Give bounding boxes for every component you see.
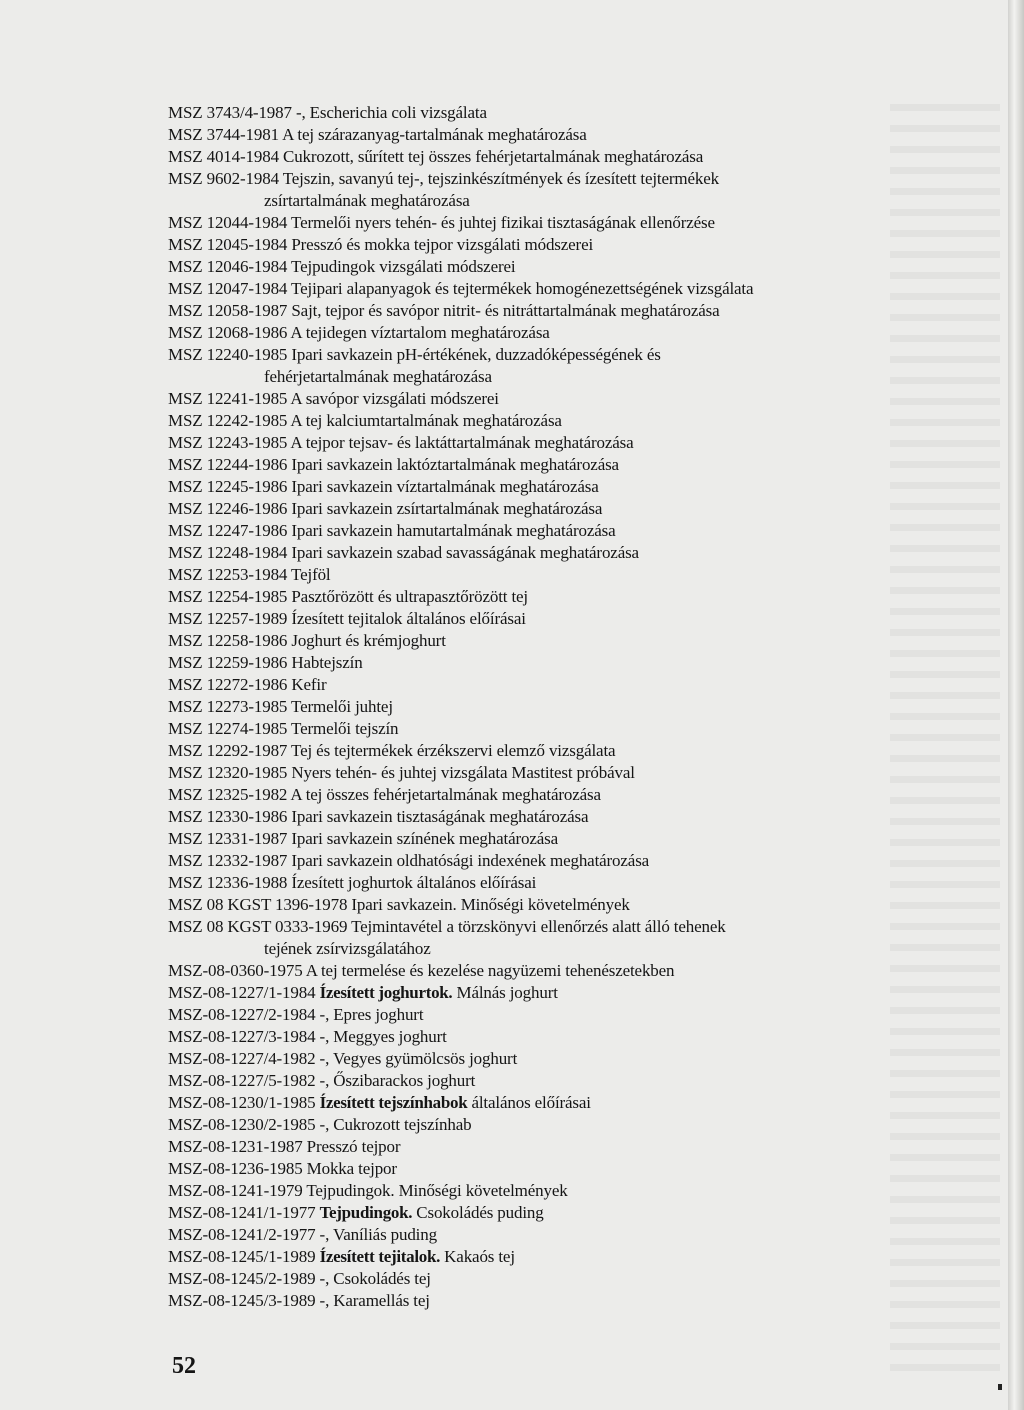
entry-text: MSZ 12247-1986 Ipari savkazein hamutartalmának meghatározása <box>168 521 616 540</box>
entry-text: Csokoládés puding <box>412 1203 544 1222</box>
scan-mark <box>998 1384 1002 1390</box>
standard-entry <box>168 322 928 344</box>
standard-entry <box>168 1114 928 1136</box>
entry-text: MSZ 12331-1987 Ipari savkazein színének meghatározása <box>168 829 558 848</box>
standard-entry <box>168 1246 928 1268</box>
entry-text: MSZ-08-1227/3-1984 -, Meggyes joghurt <box>168 1027 447 1046</box>
entry-group-title: Tejpudingok. <box>319 1203 413 1222</box>
entry-text: MSZ 12272-1986 Kefir <box>168 675 327 694</box>
entry-code: MSZ-08-1230/1-1985 <box>168 1093 320 1112</box>
entry-text: MSZ 12240-1985 Ipari savkazein pH-értékének, duzzadóképességének és <box>168 345 661 364</box>
entry-text: MSZ 12253-1984 Tejföl <box>168 565 331 584</box>
entry-text: MSZ 12245-1986 Ipari savkazein víztartalmának meghatározása <box>168 477 599 496</box>
entry-text: MSZ-08-1231-1987 Presszó tejpor <box>168 1137 401 1156</box>
entry-text: MSZ 12320-1985 Nyers tehén- és juhtej vizsgálata Mastitest próbával <box>168 763 635 782</box>
standard-entry <box>168 1224 928 1246</box>
entry-text: általános előírásai <box>467 1093 591 1112</box>
standard-entry <box>168 1048 928 1070</box>
entry-text: Kakaós tej <box>440 1247 515 1266</box>
entry-text: MSZ-08-1245/2-1989 -, Csokoládés tej <box>168 1269 431 1288</box>
entry-text: MSZ 08 KGST 0333-1969 Tejmintavétel a törzskönyvi ellenőrzés alatt álló tehenek <box>168 917 726 936</box>
standard-entry <box>168 828 928 850</box>
page-number: 52 <box>172 1353 196 1379</box>
standard-entry <box>168 608 928 630</box>
entry-text: MSZ 12044-1984 Termelői nyers tehén- és juhtej fizikai tisztaságának ellenőrzése <box>168 213 715 232</box>
entry-text: MSZ 12248-1984 Ipari savkazein szabad savasságának meghatározása <box>168 543 639 562</box>
standard-entry <box>168 1004 928 1026</box>
standard-entry <box>168 916 928 938</box>
entry-text: MSZ 3744-1981 A tej szárazanyag-tartalmának meghatározása <box>168 125 587 144</box>
entry-text: MSZ 08 KGST 1396-1978 Ipari savkazein. Minőségi követelmények <box>168 895 630 914</box>
entry-text: MSZ 12242-1985 A tej kalciumtartalmának meghatározása <box>168 411 562 430</box>
entry-text: MSZ 12254-1985 Pasztőrözött és ultrapasztőrözött tej <box>168 587 528 606</box>
entry-text: MSZ 12258-1986 Joghurt és krémjoghurt <box>168 631 446 650</box>
entry-text: MSZ 12330-1986 Ipari savkazein tisztaságának meghatározása <box>168 807 589 826</box>
standard-entry <box>168 388 928 410</box>
standard-entry <box>168 432 928 454</box>
standard-entry <box>168 234 928 256</box>
entry-group-title: Ízesített joghurtok. <box>319 983 453 1002</box>
standard-entry <box>168 1268 928 1290</box>
standard-entry <box>168 256 928 278</box>
standard-entry <box>168 1092 928 1114</box>
entry-text: MSZ 12046-1984 Tejpudingok vizsgálati módszerei <box>168 257 516 276</box>
standards-list <box>168 102 928 1312</box>
standard-entry <box>168 520 928 542</box>
entry-text: MSZ 12259-1986 Habtejszín <box>168 653 363 672</box>
standard-entry <box>168 1136 928 1158</box>
entry-text: MSZ 12336-1988 Ízesített joghurtok általános előírásai <box>168 873 537 892</box>
entry-continuation: fehérjetartalmának meghatározása <box>264 367 492 386</box>
standard-entry <box>168 960 928 982</box>
standard-entry <box>168 718 928 740</box>
entry-text: MSZ 12274-1985 Termelői tejszín <box>168 719 399 738</box>
standard-entry <box>168 212 928 234</box>
entry-text: MSZ 12241-1985 A savópor vizsgálati módszerei <box>168 389 499 408</box>
standard-entry <box>168 278 928 300</box>
page-edge <box>1008 0 1024 1410</box>
entry-code: MSZ-08-1227/1-1984 <box>168 983 320 1002</box>
entry-code: MSZ-08-1241/1-1977 <box>168 1203 320 1222</box>
standard-entry <box>168 168 928 190</box>
entry-text: MSZ-08-1227/5-1982 -, Őszibarackos joghurt <box>168 1071 476 1090</box>
entry-text: MSZ 4014-1984 Cukrozott, sűrített tej összes fehérjetartalmának meghatározása <box>168 147 704 166</box>
entry-text: MSZ 12244-1986 Ipari savkazein laktóztartalmának meghatározása <box>168 455 619 474</box>
standard-entry <box>168 1070 928 1092</box>
standard-entry <box>168 806 928 828</box>
standard-entry <box>168 982 928 1004</box>
entry-text: MSZ-08-1227/4-1982 -, Vegyes gyümölcsös joghurt <box>168 1049 518 1068</box>
entry-text: MSZ 12058-1987 Sajt, tejpor és savópor nitrit- és nitráttartalmának meghatározása <box>168 301 720 320</box>
standard-entry <box>168 498 928 520</box>
entry-group-title: Ízesített tejitalok. <box>319 1247 441 1266</box>
entry-text: MSZ 12047-1984 Tejipari alapanyagok és tejtermékek homogénezettségének vizsgálata <box>168 279 754 298</box>
standard-entry <box>168 344 928 366</box>
entry-continuation: zsírtartalmának meghatározása <box>264 191 470 210</box>
entry-text: MSZ 12273-1985 Termelői juhtej <box>168 697 393 716</box>
entry-text: MSZ 3743/4-1987 -, Escherichia coli vizsgálata <box>168 103 487 122</box>
standard-entry <box>168 1202 928 1224</box>
entry-text: MSZ 9602-1984 Tejszin, savanyú tej-, tejszinkészítmények és ízesített tejtermékek <box>168 169 719 188</box>
entry-text: MSZ 12246-1986 Ipari savkazein zsírtartalmának meghatározása <box>168 499 603 518</box>
entry-text: MSZ 12257-1989 Ízesített tejitalok általános előírásai <box>168 609 526 628</box>
standard-entry <box>168 300 928 322</box>
standard-entry <box>168 1158 928 1180</box>
entry-code: MSZ-08-1245/1-1989 <box>168 1247 320 1266</box>
standard-entry <box>168 652 928 674</box>
standard-entry <box>168 784 928 806</box>
standard-entry <box>168 740 928 762</box>
entry-text: MSZ-08-1241-1979 Tejpudingok. Minőségi követelmények <box>168 1181 568 1200</box>
standard-entry <box>168 696 928 718</box>
standard-entry <box>168 1026 928 1048</box>
standard-entry <box>168 476 928 498</box>
entry-text: MSZ-08-1230/2-1985 -, Cukrozott tejszínhab <box>168 1115 472 1134</box>
entry-text: MSZ 12332-1987 Ipari savkazein oldhatósági indexének meghatározása <box>168 851 650 870</box>
entry-text: MSZ 12243-1985 A tejpor tejsav- és laktáttartalmának meghatározása <box>168 433 634 452</box>
entry-text: MSZ 12045-1984 Presszó és mokka tejpor vizsgálati módszerei <box>168 235 594 254</box>
standard-entry <box>168 1180 928 1202</box>
standard-entry <box>168 850 928 872</box>
entry-continuation: tejének zsírvizsgálatához <box>264 939 431 958</box>
entry-text: MSZ-08-1241/2-1977 -, Vaníliás puding <box>168 1225 437 1244</box>
standard-entry <box>168 410 928 432</box>
standard-entry <box>168 542 928 564</box>
entry-text: MSZ-08-0360-1975 A tej termelése és kezelése nagyüzemi tehenészetekben <box>168 961 675 980</box>
entry-text: Málnás joghurt <box>452 983 558 1002</box>
standard-entry <box>168 102 928 124</box>
standard-entry <box>168 872 928 894</box>
entry-group-title: Ízesített tejszínhabok <box>319 1093 468 1112</box>
entry-text: MSZ 12292-1987 Tej és tejtermékek érzékszervi elemző vizsgálata <box>168 741 616 760</box>
standard-entry <box>168 630 928 652</box>
entry-text: MSZ-08-1245/3-1989 -, Karamellás tej <box>168 1291 430 1310</box>
entry-text: MSZ 12325-1982 A tej összes fehérjetartalmának meghatározása <box>168 785 601 804</box>
standard-entry <box>168 1290 928 1312</box>
standard-entry <box>168 454 928 476</box>
standard-entry <box>168 124 928 146</box>
standard-entry <box>168 586 928 608</box>
standard-entry <box>168 146 928 168</box>
standard-entry <box>168 762 928 784</box>
entry-text: MSZ 12068-1986 A tejidegen víztartalom meghatározása <box>168 323 550 342</box>
standard-entry <box>168 894 928 916</box>
entry-text: MSZ-08-1236-1985 Mokka tejpor <box>168 1159 397 1178</box>
standard-entry <box>168 564 928 586</box>
entry-text: MSZ-08-1227/2-1984 -, Epres joghurt <box>168 1005 424 1024</box>
standard-entry <box>168 674 928 696</box>
